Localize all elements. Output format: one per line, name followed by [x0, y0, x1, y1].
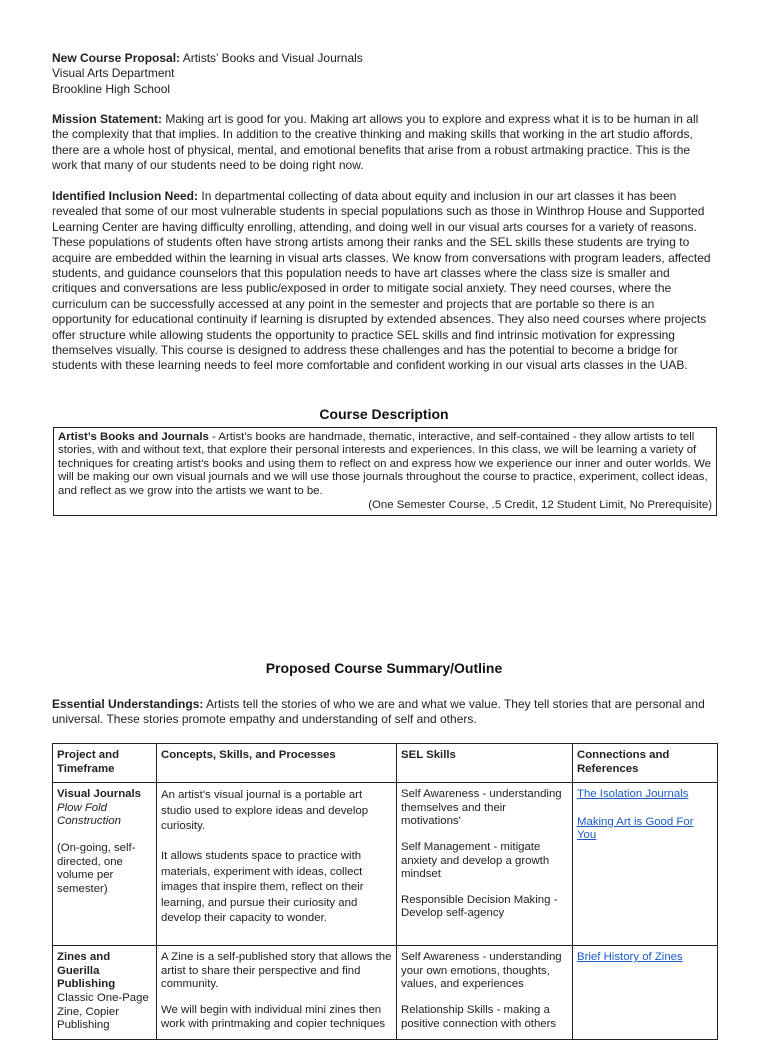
sel-cell: [397, 946, 573, 1040]
concepts-cell: [157, 783, 397, 946]
table-row: [53, 783, 718, 946]
mission-statement: [52, 112, 714, 174]
essential-understandings: [52, 697, 714, 728]
course-description-title: Artist’s Books and Journals: [58, 431, 209, 443]
sel-skill: Responsible Decision Making - Develop self-agency: [401, 893, 558, 920]
references-cell: [573, 783, 718, 946]
proposal-header: [52, 51, 714, 97]
summary-heading: Proposed Course Summary/Outline: [265, 660, 503, 676]
proposal-title: Artists’ Books and Visual Journals: [182, 51, 363, 65]
course-description-text: - Artist’s books are handmade, thematic, interactive, and self-contained - they allow artists to tell stories, with and without text, that explore their personal interests and experiences. In this class, we will be learning a variety of techniques for creating artist’s books and using them to reflect on and express how we experience our inner and outer worlds. We will be making our own visual journals and we will use those journals throughout the course to practice, experiment, collect ideas, and reflect as we grow into the artists we want to be.: [58, 431, 712, 497]
sel-skill: Relationship Skills - making a positive connection with others: [401, 1003, 557, 1030]
eu-text: Artists tell the stories of who we are and what we value. They tell stories that are personal and universal. These stories promote empathy and understanding of self and others.: [52, 697, 705, 727]
references-cell: [573, 946, 718, 1040]
course-outline-table: [52, 743, 718, 1040]
proposal-label: New Course Proposal:: [52, 51, 181, 65]
course-description-heading: Course Description: [319, 406, 449, 422]
school: Brookline High School: [52, 81, 171, 96]
table-header-row: [53, 744, 718, 783]
mission-label: Mission Statement:: [52, 112, 163, 126]
column-header: SEL Skills: [397, 744, 573, 783]
eu-label: Essential Understandings:: [52, 697, 204, 711]
concept-paragraph: An artist’s visual journal is a portable art studio used to explore ideas and develop curiosity.: [161, 789, 369, 832]
sel-skill: Self Awareness - understanding themselves and their motivations': [401, 788, 562, 828]
concepts-cell: [157, 946, 397, 1040]
course-credit-info: (One Semester Course, .5 Credit, 12 Student Limit, No Prerequisite): [368, 499, 712, 512]
project-cell: [53, 783, 157, 946]
inclusion-label: Identified Inclusion Need:: [52, 189, 199, 203]
mission-text: Making art is good for you. Making art allows you to explore and express what it is to be human in all the complexity that that implies. In addition to the creative thinking and making skills that working in the art studio affords, there are a whole host of physical, mental, and emotional benefits that arise from a robust artmaking practice. This is the work that many of our students need to be doing right now.: [52, 112, 699, 173]
column-header: Concepts, Skills, and Processes: [157, 744, 397, 783]
project-subtitle: Classic One-Page Zine, Copier Publishing: [57, 991, 149, 1032]
project-cell: [53, 946, 157, 1040]
column-header: Connections and References: [573, 744, 718, 783]
reference-link-isolation-journals[interactable]: The Isolation Journals: [577, 788, 689, 801]
reference-link-zines-history[interactable]: Brief History of Zines: [577, 951, 683, 964]
table-row: [53, 946, 718, 1040]
project-title: Zines and Guerilla Publishing: [57, 951, 116, 991]
sel-skill: Self Management - mitigate anxiety and develop a growth mindset: [401, 840, 550, 881]
concept-paragraph: A Zine is a self-published story that allows the artist to share their perspective and find community.: [161, 951, 392, 991]
project-subtitle: Plow Fold Construction: [57, 801, 121, 828]
department: Visual Arts Department: [52, 66, 175, 81]
inclusion-need: [52, 189, 712, 374]
reference-link-making-art[interactable]: Making Art is Good For You: [577, 815, 694, 842]
inclusion-text: In departmental collecting of data about equity and inclusion in our art classes it has been revealed that some of our most vulnerable students in special populations such as those in Winthrop House and Supported Learning Center are having difficulty enrolling, attending, and doing well in our visual arts courses for a variety of reasons. These populations of students often have strong artists among their ranks and the SEL skills these students are trying to acquire are embedded within the learning in visual arts classes. We know from conversations with program leaders, affected students, and guidance counselors that this population needs to have art classes where the class size is smaller and critiques and conversations are less public/exposed in order to mitigate social anxiety. They need courses, where the curriculum can be successfully accessed at any point in the semester and projects that are portable so there is an opportunity for educational continuity if learning is disrupted by extended absences. They also need courses where projects offer structure while allowing students the opportunity to practice SEL skills and find intrinsic motivation for expressing themselves visually. This course is designed to address these challenges and has the potential to become a bridge for students with these learning needs to feel more comfortable and confident working in our visual arts classes in the UAB.: [52, 189, 711, 373]
sel-skill: Self Awareness - understanding your own emotions, thoughts, values, and experiences: [401, 951, 562, 991]
project-timeframe: (On-going, self-directed, one volume per semester): [57, 841, 136, 895]
course-description-box: [53, 427, 717, 516]
sel-cell: [397, 783, 573, 946]
column-header: Project and Timeframe: [53, 744, 157, 783]
concept-paragraph: We will begin with individual mini zines then work with printmaking and copier techniques: [161, 1003, 386, 1030]
project-title: Visual Journals: [57, 788, 141, 801]
concept-paragraph: It allows students space to practice with materials, experiment with ideas, collect images that inspire them, reflect on their learning, and pursue their curiosity and develop their capacity to wonder.: [161, 850, 364, 925]
